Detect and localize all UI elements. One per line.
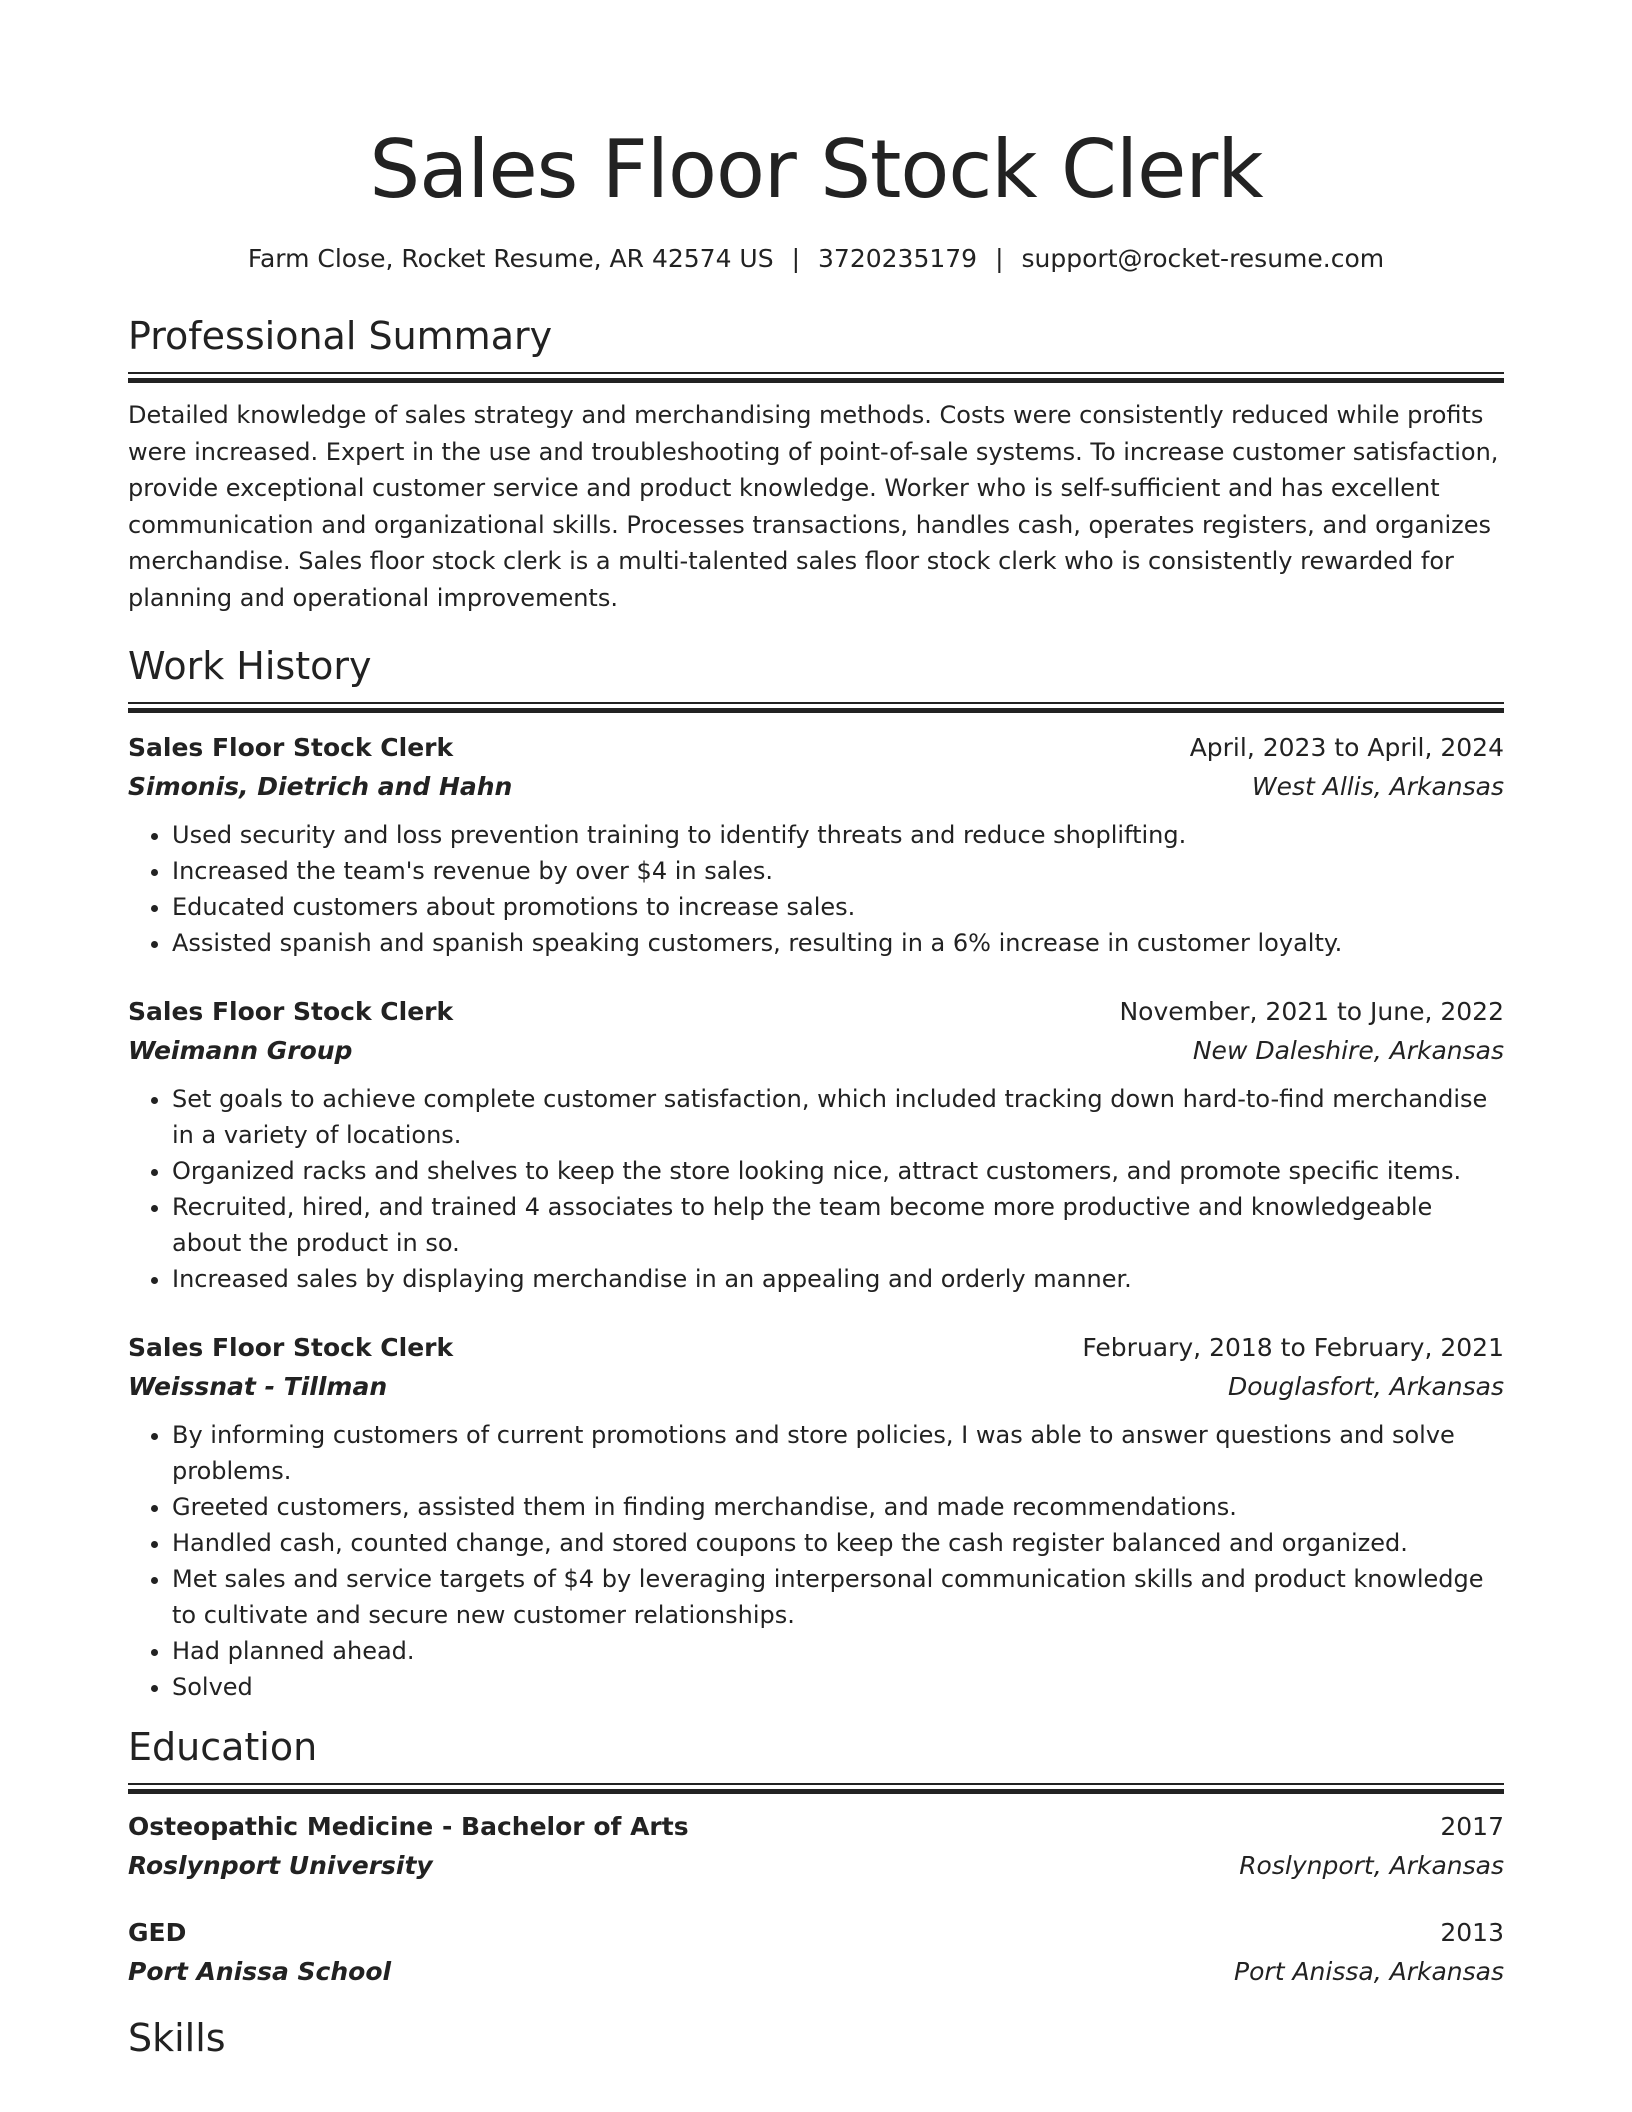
job-bullet: • Assisted spanish and spanish speaking customers, resulting in a 6% increase in customer loyalty. <box>172 925 1504 961</box>
section-divider <box>128 372 1504 383</box>
job-bullet: • Educated customers about promotions to increase sales. <box>172 889 1504 925</box>
job-header <box>128 729 1504 767</box>
education-entry <box>128 1914 1504 1992</box>
job-bullet: • Recruited, hired, and trained 4 associates to help the team become more productive and knowledgeable about the product in so. <box>172 1189 1504 1261</box>
section-heading-summary: Professional Summary <box>128 314 553 358</box>
job-title: Sales Floor Stock Clerk <box>128 733 454 762</box>
section-divider <box>128 702 1504 713</box>
section-divider <box>128 1783 1504 1794</box>
job-dates: November, 2021 to June, 2022 <box>1119 997 1504 1026</box>
resume-name: Sales Floor Stock Clerk <box>369 123 1263 216</box>
job-header <box>128 993 1504 1031</box>
section-heading-education: Education <box>128 1725 318 1769</box>
education-school-row <box>128 1846 1504 1886</box>
job-dates: April, 2023 to April, 2024 <box>1189 733 1504 762</box>
job-bullet: • Organized racks and shelves to keep the store looking nice, attract customers, and promote specific items. <box>172 1153 1504 1189</box>
contact-address: Farm Close, Rocket Resume, AR 42574 US <box>247 244 774 273</box>
job-company-row <box>128 767 1504 807</box>
job-bullet: • Solved <box>172 1669 1504 1705</box>
education-year: 2013 <box>1440 1918 1504 1947</box>
education-year: 2017 <box>1440 1812 1504 1841</box>
job-bullet: • Had planned ahead. <box>172 1633 1504 1669</box>
job-dates: February, 2018 to February, 2021 <box>1082 1333 1504 1362</box>
job-bullets <box>128 1417 1504 1705</box>
job-bullet: • Used security and loss prevention training to identify threats and reduce shoplifting. <box>172 817 1504 853</box>
job-bullets <box>128 1081 1504 1297</box>
section-heading-skills: Skills <box>128 2016 226 2060</box>
summary-text: Detailed knowledge of sales strategy and merchandising methods. Costs were consistently reduced while profits were increased. Expert in the use and troubleshooting of point-of-sale systems. To increase customer satisfaction, provide exceptional customer service and product knowledge. Worker who is self-sufficient and has excellent communication and organizational skills. Processes transactions, handles cash, operates registers, and organizes merchandise. Sales floor stock clerk is a multi-talented sales floor stock clerk who is consistently rewarded for planning and operational improvements. <box>128 401 1499 612</box>
job-bullet: • Handled cash, counted change, and stored coupons to keep the cash register balanced and organized. <box>172 1525 1504 1561</box>
job-bullet: • Set goals to achieve complete customer satisfaction, which included tracking down hard-to-find merchandise in a variety of locations. <box>172 1081 1504 1153</box>
contact-phone: 3720235179 <box>818 244 978 273</box>
job-bullet: • Greeted customers, assisted them in finding merchandise, and made recommendations. <box>172 1489 1504 1525</box>
contact-line <box>128 242 1504 276</box>
education-school-row <box>128 1952 1504 1992</box>
education-location: Port Anissa, Arkansas <box>1234 1957 1504 1986</box>
job-bullets <box>128 817 1504 961</box>
job-header <box>128 1329 1504 1367</box>
job-bullet: • Met sales and service targets of $4 by leveraging interpersonal communication skills and product knowledge to cultivate and secure new customer relationships. <box>172 1561 1504 1633</box>
job-location: Douglasfort, Arkansas <box>1227 1372 1504 1401</box>
education-header <box>128 1914 1504 1952</box>
education-degree: Osteopathic Medicine - Bachelor of Arts <box>128 1812 689 1841</box>
job-company-row <box>128 1367 1504 1407</box>
job-title: Sales Floor Stock Clerk <box>128 1333 454 1362</box>
job-location: New Daleshire, Arkansas <box>1192 1036 1504 1065</box>
job-bullet: • By informing customers of current promotions and store policies, I was able to answer questions and solve problems. <box>172 1417 1504 1489</box>
job-company: Weimann Group <box>128 1036 353 1065</box>
education-degree: GED <box>128 1918 187 1947</box>
job-company-row <box>128 1031 1504 1071</box>
job-bullet: • Increased the team's revenue by over $4 in sales. <box>172 853 1504 889</box>
contact-email: support@rocket-resume.com <box>1021 244 1385 273</box>
education-school: Roslynport University <box>128 1851 433 1880</box>
job-entry <box>128 1329 1504 1705</box>
job-company: Weissnat - Tillman <box>128 1372 388 1401</box>
job-entry <box>128 729 1504 961</box>
job-entry <box>128 993 1504 1297</box>
job-location: West Allis, Arkansas <box>1251 772 1504 801</box>
contact-separator: | <box>995 244 1004 273</box>
job-bullet: • Increased sales by displaying merchandise in an appealing and orderly manner. <box>172 1261 1504 1297</box>
section-heading-work-history: Work History <box>128 644 372 688</box>
job-title: Sales Floor Stock Clerk <box>128 997 454 1026</box>
education-location: Roslynport, Arkansas <box>1239 1851 1504 1880</box>
education-entry <box>128 1808 1504 1886</box>
education-school: Port Anissa School <box>128 1957 392 1986</box>
education-header <box>128 1808 1504 1846</box>
contact-separator: | <box>791 244 801 273</box>
job-company: Simonis, Dietrich and Hahn <box>128 772 513 801</box>
